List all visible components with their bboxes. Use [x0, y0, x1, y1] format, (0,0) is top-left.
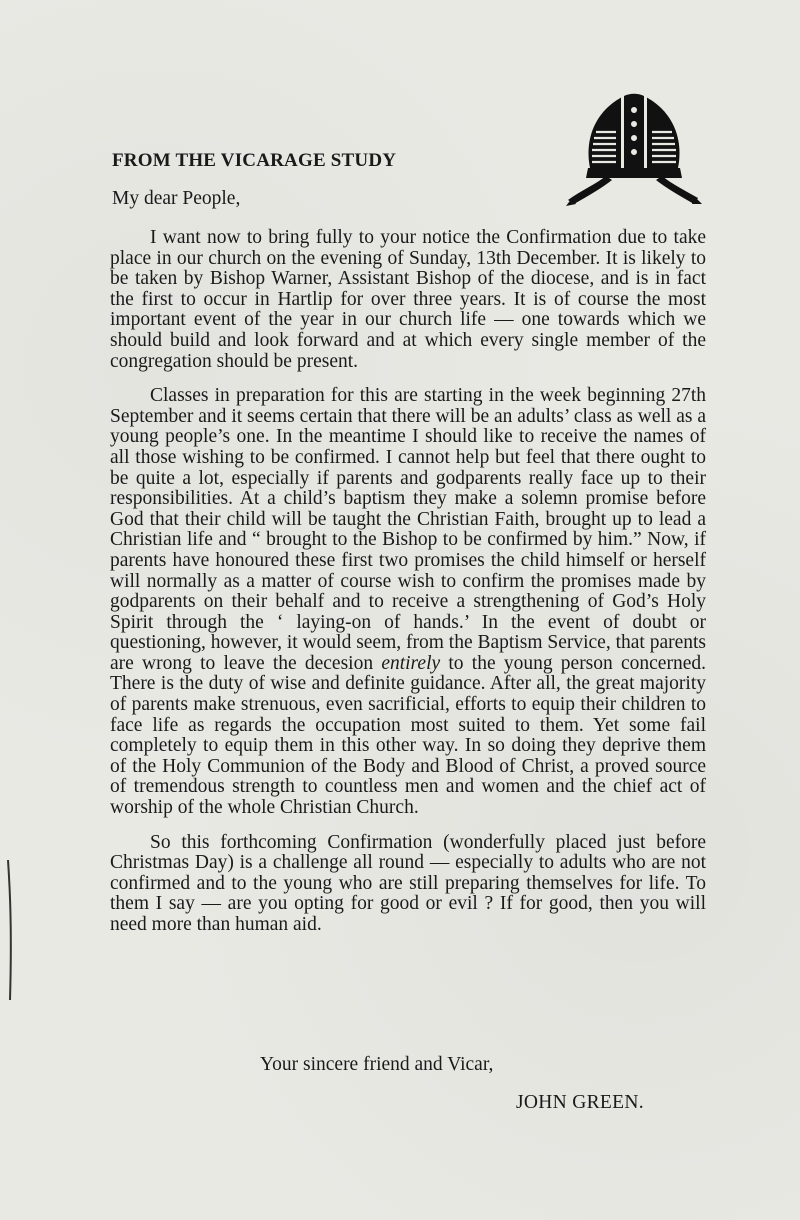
- bishop-mitre-icon: [566, 88, 702, 208]
- page-title: FROM THE VICARAGE STUDY: [112, 150, 397, 171]
- closing-line: Your sincere friend and Vicar,: [260, 1054, 494, 1075]
- salutation: My dear People,: [112, 188, 241, 209]
- letter-body: [110, 228, 706, 936]
- binding-edge-mark: [4, 860, 14, 1000]
- emphasis: entirely: [381, 652, 441, 674]
- signature: JOHN GREEN.: [516, 1092, 644, 1113]
- paragraph: Classes in preparation for this are starting in the week beginning 27th September and it seems certain that there will be an adults’ class as well as a young people’s one. In the meantime I should like to receive the names of all those wishing to be confirmed. I cannot help but feel that there ought to be quite a lot, especially if parents and godparents really face up to their responsibilities. At a child’s baptism they make a solemn promise before God that their child will be taught the Christian Faith, brought up to lead a Christian life and “ brought to the Bishop to be confirmed by him.” Now, if parents have honoured these first two promises the child himself or herself will normally as a matter of course wish to confirm the promises made by godparents on their behalf and to receive a strengthening of God’s Holy Spirit through the ‘ laying-on of hands.’ In the event of doubt or questioning, however, it would seem, from the Baptism Service, that parents are wrong to leave the decesion entirely to the young person concerned. There is the duty of wise and definite guidance. After all, the great majority of parents make strenuous, even sacrificial, efforts to equip their children to face life as regards the occupation most suited to them. Yet some fail completely to equip them in this other way. In so doing they deprive them of the Holy Communion of the Body and Blood of Christ, a proved source of tremendous strength to countless men and women and the chief act of worship of the whole Christian Church.: [110, 385, 707, 819]
- paragraph: I want now to bring fully to your notice the Confirmation due to take place in our church on the evening of Sunday, 13th December. It is likely to be taken by Bishop Warner, Assistant Bishop of the diocese, and is in fact the first to occur in Hartlip for over three years. It is of course the most important event of the year in our church life — one towards which we should build and look forward and at which every single member of the congregation should be present.: [110, 227, 706, 372]
- paragraph: So this forthcoming Confirmation (wonderfully placed just before Christmas Day) is a challenge all round — especially to adults who are not confirmed and to the young who are still preparing themselves for life. To them I say — are you opting for good or evil ? If for good, then you will need more than human aid.: [110, 831, 706, 935]
